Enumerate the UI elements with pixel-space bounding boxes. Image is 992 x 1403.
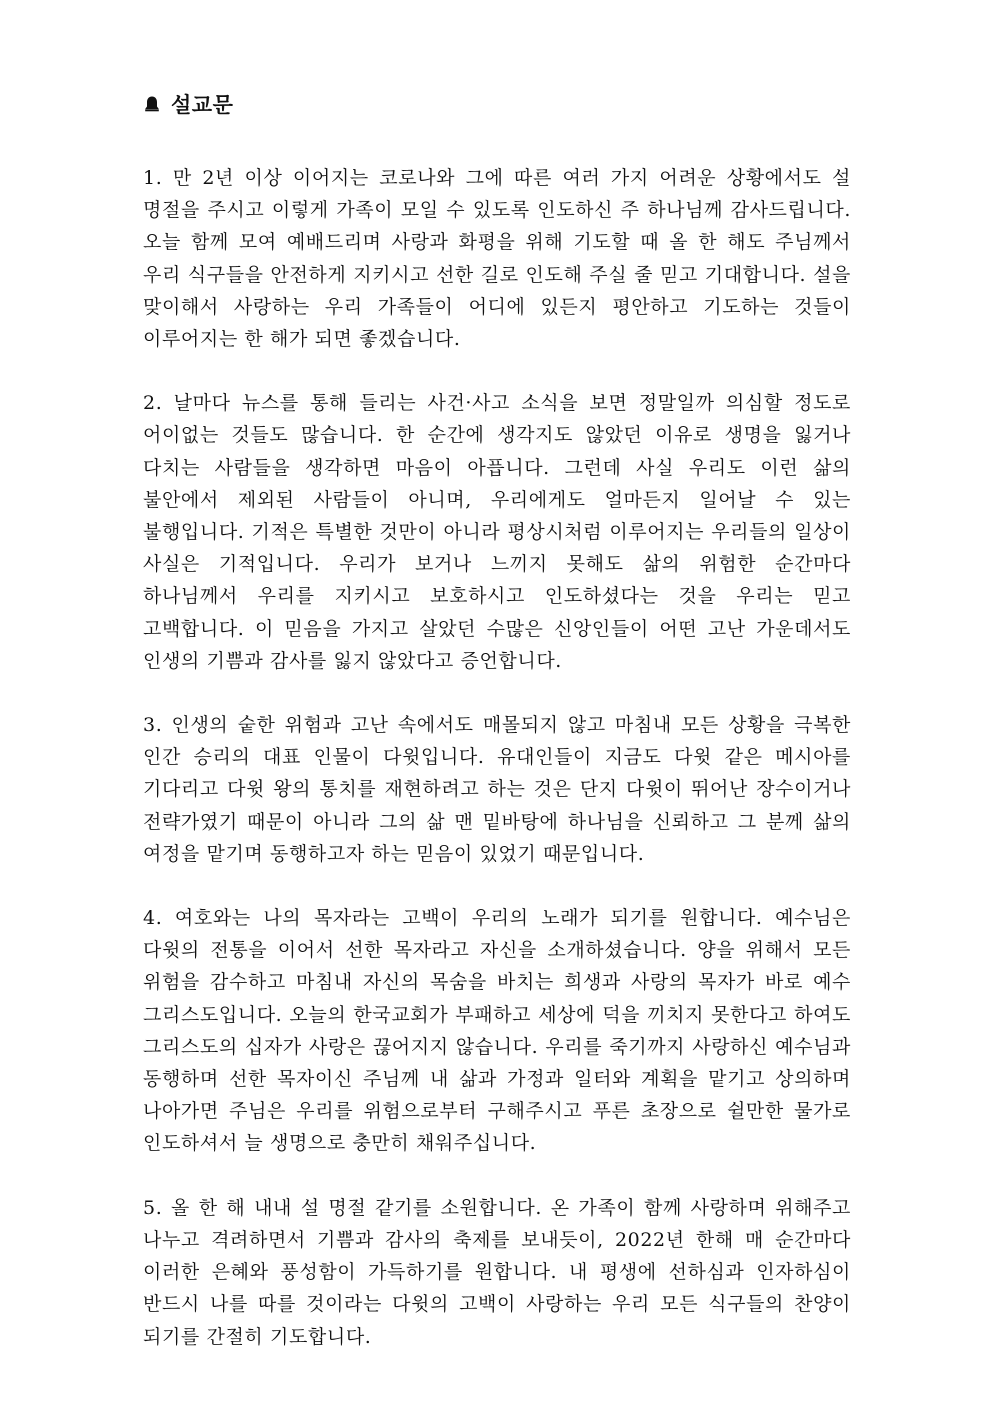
paragraph-5: 5. 올 한 해 내내 설 명절 같기를 소원합니다. 온 가족이 함께 사랑하며 위해주고 나누고 격려하면서 기쁨과 감사의 축제를 보내듯이, 2022년 한해 매 순간마다 이러한 은혜와 풍성함이 가득하기를 원합니다. 내 평생에 선하심과 인자하심이 반드시 나를 따를 것이라는 다윗의 고백이 사랑하는 우리 모든 식구들의 찬양이 되기를 간절히 기도합니다.	[143, 1196, 851, 1348]
bell-icon	[143, 95, 161, 113]
page-title: 설교문	[171, 93, 234, 117]
paragraph-2: 2. 날마다 뉴스를 통해 들리는 사건·사고 소식을 보면 정말일까 의심할 정도로 어이없는 것들도 많습니다. 한 순간에 생각지도 않았던 이유로 생명을 잃거나 다치는 사람들을 생각하면 마음이 아픕니다. 그런데 사실 우리도 이런 삶의 불안에서 제외된 사람들이 아니며, 우리에게도 얼마든지 일어날 수 있는 불행입니다. 기적은 특별한 것만이 아니라 평상시처럼 이루어지는 우리들의 일상이 사실은 기적입니다. 우리가 보거나 느끼지 못해도 삶의 위험한 순간마다 하나님께서 우리를 지키시고 보호하시고 인도하셨다는 것을 우리는 믿고 고백합니다. 이 믿음을 가지고 살았던 수많은 신앙인들이 어떤 고난 가운데서도 인생의 기쁨과 감사를 잃지 않았다고 증언합니다.	[143, 392, 851, 672]
page-heading	[143, 88, 851, 120]
paragraph-3: 3. 인생의 숱한 위험과 고난 속에서도 매몰되지 않고 마침내 모든 상황을 극복한 인간 승리의 대표 인물이 다윗입니다. 유대인들이 지금도 다윗 같은 메시아를 기다리고 다윗 왕의 통치를 재현하려고 하는 것은 단지 다윗이 뛰어난 장수이거나 전략가였기 때문이 아니라 그의 삶 맨 밑바탕에 하나님을 신뢰하고 그 분께 삶의 여정을 맡기며 동행하고자 하는 믿음이 있었기 때문입니다.	[143, 714, 851, 865]
sermon-document	[143, 88, 851, 1385]
paragraph-1: 1. 만 2년 이상 이어지는 코로나와 그에 따른 여러 가지 어려운 상황에서도 설 명절을 주시고 이렇게 가족이 모일 수 있도록 인도하신 주 하나님께 감사드립니다. 오늘 함께 모여 예배드리며 사랑과 화평을 위해 기도할 때 올 한 해도 주님께서 우리 식구들을 안전하게 지키시고 선한 길로 인도해 주실 줄 믿고 기대합니다. 설을 맞이해서 사랑하는 우리 가족들이 어디에 있든지 평안하고 기도하는 것들이 이루어지는 한 해가 되면 좋겠습니다.	[143, 167, 851, 351]
paragraph-4: 4. 여호와는 나의 목자라는 고백이 우리의 노래가 되기를 원합니다. 예수님은 다윗의 전통을 이어서 선한 목자라고 자신을 소개하셨습니다. 양을 위해서 모든 위험을 감수하고 마침내 자신의 목숨을 바치는 희생과 사랑의 목자가 바로 예수 그리스도입니다. 오늘의 한국교회가 부패하고 세상에 덕을 끼치지 못한다고 하여도 그리스도의 십자가 사랑은 끊어지지 않습니다. 우리를 죽기까지 사랑하신 예수님과 동행하며 선한 목자이신 주님께 내 삶과 가정과 일터와 계획을 맡기고 상의하며 나아가면 주님은 우리를 위험으로부터 구해주시고 푸른 초장으로 쉴만한 물가로 인도하셔서 늘 생명으로 충만히 채워주십니다.	[143, 907, 851, 1155]
